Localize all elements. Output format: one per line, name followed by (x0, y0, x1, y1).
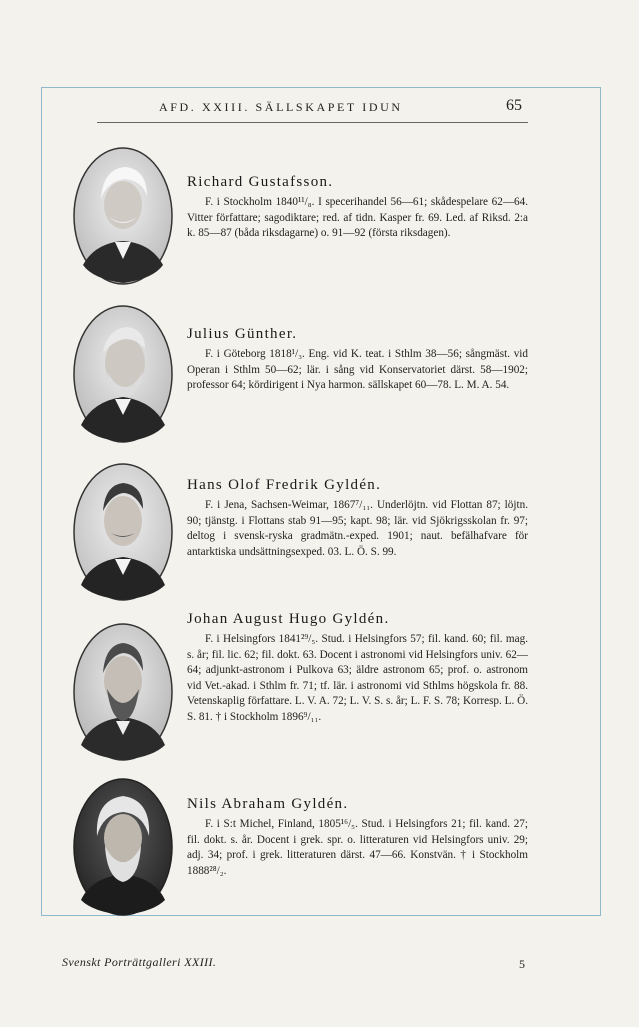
entry-name: Nils Abraham Gyldén. (187, 796, 349, 812)
entry-name: Johan August Hugo Gyldén. (187, 611, 390, 627)
portrait-photo (73, 147, 173, 285)
entry (187, 477, 528, 560)
entry-name: Hans Olof Fredrik Gyldén. (187, 477, 382, 493)
header-rule (97, 122, 528, 123)
entry (187, 611, 528, 726)
entry (187, 326, 528, 394)
entry (187, 174, 528, 242)
portrait-photo (73, 463, 173, 601)
running-head: AFD. XXIII. SÄLLSKAPET IDUN (159, 100, 403, 114)
entry-name: Julius Günther. (187, 326, 298, 342)
entry-text: F. i Jena, Sachsen-Weimar, 1867⁷/₁₁. Underlöjtn. vid Flottan 87; löjtn. 90; tjänstg. i Flottans stab 91—95; kapt. 98; lär. vid Sjökrigsskolan fr. 97; deltog i svensk-ryska gradmätn.-exped. 1901; naut. befälhafvare för antarktiska undsättningsexped. 03. L. Ö. S. 99. (187, 499, 528, 558)
entry-name: Richard Gustafsson. (187, 174, 334, 190)
portrait-photo (73, 778, 173, 916)
portrait-photo (73, 305, 173, 443)
entry-text: F. i Helsingfors 1841²⁹/₅. Stud. i Helsingfors 57; fil. kand. 60; fil. mag. s. år; fil. lic. 62; fil. dokt. 63. Docent i astronomi vid Helsingfors univ. 62—64; adjunkt-astronom i Pulkova 63; äldre astronom 65; prof. o. astronom vid Vet.-akad. i Sthlm fr. 71; tf. lär. i astronomi vid Sthlms högskola fr. 88. Vetenskaplig författare. L. V. A. 72; L. V. S. s. år; L. F. S. 78; Korresp. L. Ö. S. 81. † i Stockholm 1896⁹/₁₁. (187, 633, 528, 723)
entry-text: F. i S:t Michel, Finland, 1805¹⁶/₅. Stud. i Helsingfors 21; fil. kand. 27; fil. dokt. s. år. Docent i grek. spr. o. litteraturen vid Helsingfors univ. 29; adj. 34; prof. i grek. litteraturen därst. 47—66. Konstvän. † i Stockholm 1888²⁸/₂. (187, 818, 528, 877)
sheet-number: 5 (519, 957, 525, 971)
portrait-photo (73, 623, 173, 761)
page-number: 65 (506, 97, 522, 114)
entry-text: F. i Göteborg 1818¹/₃. Eng. vid K. teat. i Sthlm 38—56; sångmäst. vid Operan i Sthlm 50—62; lär. i sång vid Konservatoriet därst. 58—1902; professor 64; kördirigent i Nya harmon. sällskapet 60—78. L. M. A. 54. (187, 348, 528, 392)
entry-text: F. i Stockholm 1840¹¹/₈. I specerihandel 56—61; skådespelare 62—64. Vitter författare; sagodiktare; red. af tidn. Kasper fr. 69. Led. af Riksd. 2:a k. 85—87 (båda riksdagarne) o. 91—92 (första riksdagen). (187, 196, 528, 240)
series-title: Svenskt Porträttgalleri XXIII. (62, 955, 217, 969)
entry (187, 796, 528, 879)
